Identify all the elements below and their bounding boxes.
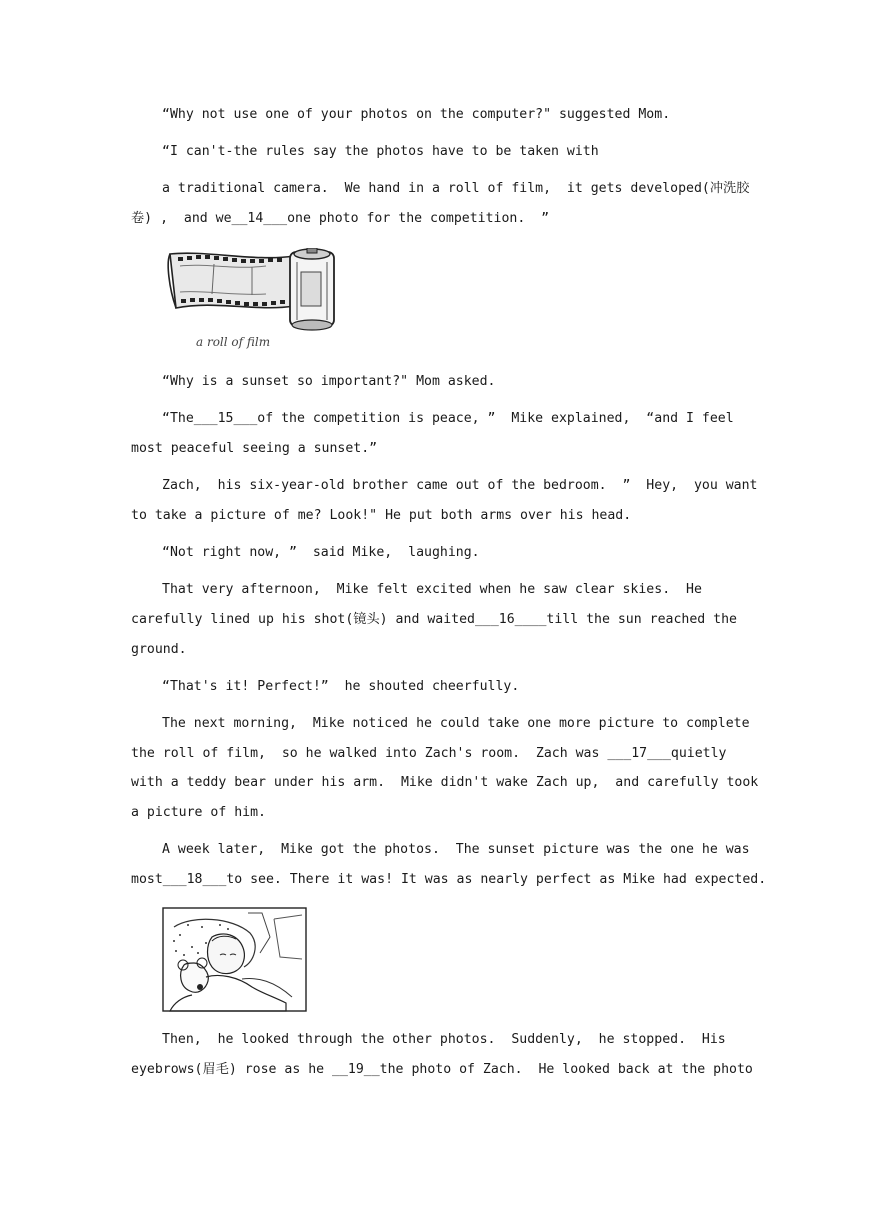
- text-line: “The___15___of the competition is peace, ” Mike explained, “and I feel: [162, 411, 734, 426]
- text-line: most___18___to see. There it was! It was as nearly perfect as Mike had expected.: [131, 872, 767, 887]
- sleeping-child-illustration: [162, 907, 307, 1012]
- text-line: A week later, Mike got the photos. The sunset picture was the one he was: [162, 842, 750, 857]
- text-line: to take a picture of me? Look!" He put both arms over his head.: [131, 508, 632, 523]
- text-line: The next morning, Mike noticed he could take one more picture to complete: [162, 716, 750, 731]
- text-line: “That's it! Perfect!” he shouted cheerfully.: [162, 679, 520, 694]
- film-roll-illustration: [166, 248, 342, 340]
- text-line: with a teddy bear under his arm. Mike didn't wake Zach up, and carefully took: [131, 775, 759, 790]
- text-line: ground.: [131, 642, 187, 657]
- text-line: “Why not use one of your photos on the computer?" suggested Mom.: [162, 107, 671, 122]
- text-line: That very afternoon, Mike felt excited when he saw clear skies. He: [162, 582, 702, 597]
- text-line: the roll of film, so he walked into Zach's room. Zach was ___17___quietly: [131, 746, 727, 761]
- text-line: most peaceful seeing a sunset.”: [131, 441, 378, 456]
- text-line: “I can't-the rules say the photos have to be taken with: [162, 144, 599, 159]
- text-line: “Not right now, ” said Mike, laughing.: [162, 545, 480, 560]
- text-line: 卷) , and we__14___one photo for the competition. ”: [131, 211, 550, 226]
- text-line: eyebrows(眉毛) rose as he __19__the photo of Zach. He looked back at the photo: [131, 1062, 753, 1077]
- text-line: Zach, his six-year-old brother came out of the bedroom. ” Hey, you want: [162, 478, 758, 493]
- text-line: Then, he looked through the other photos. Suddenly, he stopped. His: [162, 1032, 726, 1047]
- text-line: a traditional camera. We hand in a roll of film, it gets developed(冲洗胶: [162, 181, 750, 196]
- figure-caption: a roll of film: [196, 335, 271, 349]
- text-line: carefully lined up his shot(镜头) and waited___16____till the sun reached the: [131, 612, 737, 627]
- text-line: “Why is a sunset so important?" Mom asked.: [162, 374, 496, 389]
- text-line: a picture of him.: [131, 805, 266, 820]
